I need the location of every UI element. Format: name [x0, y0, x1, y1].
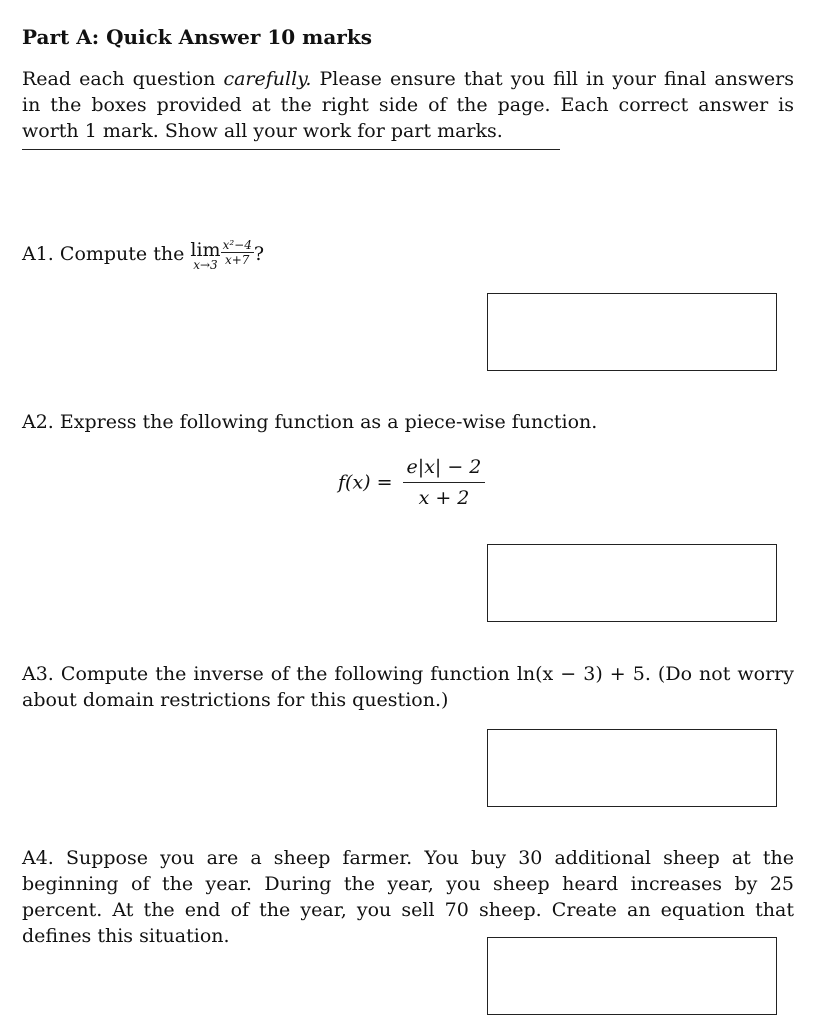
- question-a1: [22, 237, 265, 272]
- answer-box-a1[interactable]: [487, 293, 777, 371]
- question-a4-label: A4.: [22, 847, 54, 869]
- question-a2-text: Express the following function as a piece-wise function.: [59, 411, 598, 433]
- question-a3: [22, 661, 794, 713]
- limit-subscript: x→3: [193, 258, 218, 272]
- section-divider: [22, 149, 560, 150]
- limit-operator: [190, 241, 220, 271]
- instructions-emphasis: carefully.: [223, 68, 312, 90]
- instructions-paragraph: [22, 66, 794, 144]
- instructions-text-start: Read each question: [22, 68, 224, 90]
- equation-fraction: [403, 455, 486, 510]
- instructions-text-end: Please ensure that you fill in your final answers in the boxes provided at the right side of the page. Each correct answer is worth 1 mark. Show all your work for part marks.: [22, 68, 794, 142]
- section-title: Part A: Quick Answer 10 marks: [22, 25, 372, 49]
- answer-box-a4[interactable]: [487, 937, 777, 1015]
- limit-word: lim: [190, 239, 221, 261]
- question-a2-label: A2.: [22, 411, 54, 433]
- limit-fraction: [221, 239, 254, 266]
- question-a1-suffix: ?: [253, 243, 265, 265]
- equation-numerator: e|x| − 2: [403, 455, 486, 483]
- question-a4-text: Suppose you are a sheep farmer. You buy 30 additional sheep at the beginning of the year. During the year, you sheep heard increases by 25 percent. At the end of the year, you sell 70 sheep. Create an equation that defines this situation.: [22, 847, 795, 947]
- equation-denominator: x + 2: [418, 487, 470, 509]
- question-a1-prefix: Compute the: [59, 243, 185, 265]
- question-a3-text: Compute the inverse of the following function ln(x − 3) + 5. (Do not worry about domain restrictions for this question.): [22, 663, 794, 711]
- function-equation: [338, 455, 485, 510]
- limit-fraction-denominator: x+7: [224, 252, 250, 267]
- question-a2: [22, 409, 597, 435]
- question-a4: [22, 845, 794, 949]
- equation-lhs: f(x) =: [338, 471, 393, 494]
- question-a1-label: A1.: [22, 243, 54, 265]
- question-a3-label: A3.: [22, 663, 54, 685]
- limit-fraction-numerator: x²−4: [222, 237, 252, 252]
- answer-box-a3[interactable]: [487, 729, 777, 807]
- answer-box-a2[interactable]: [487, 544, 777, 622]
